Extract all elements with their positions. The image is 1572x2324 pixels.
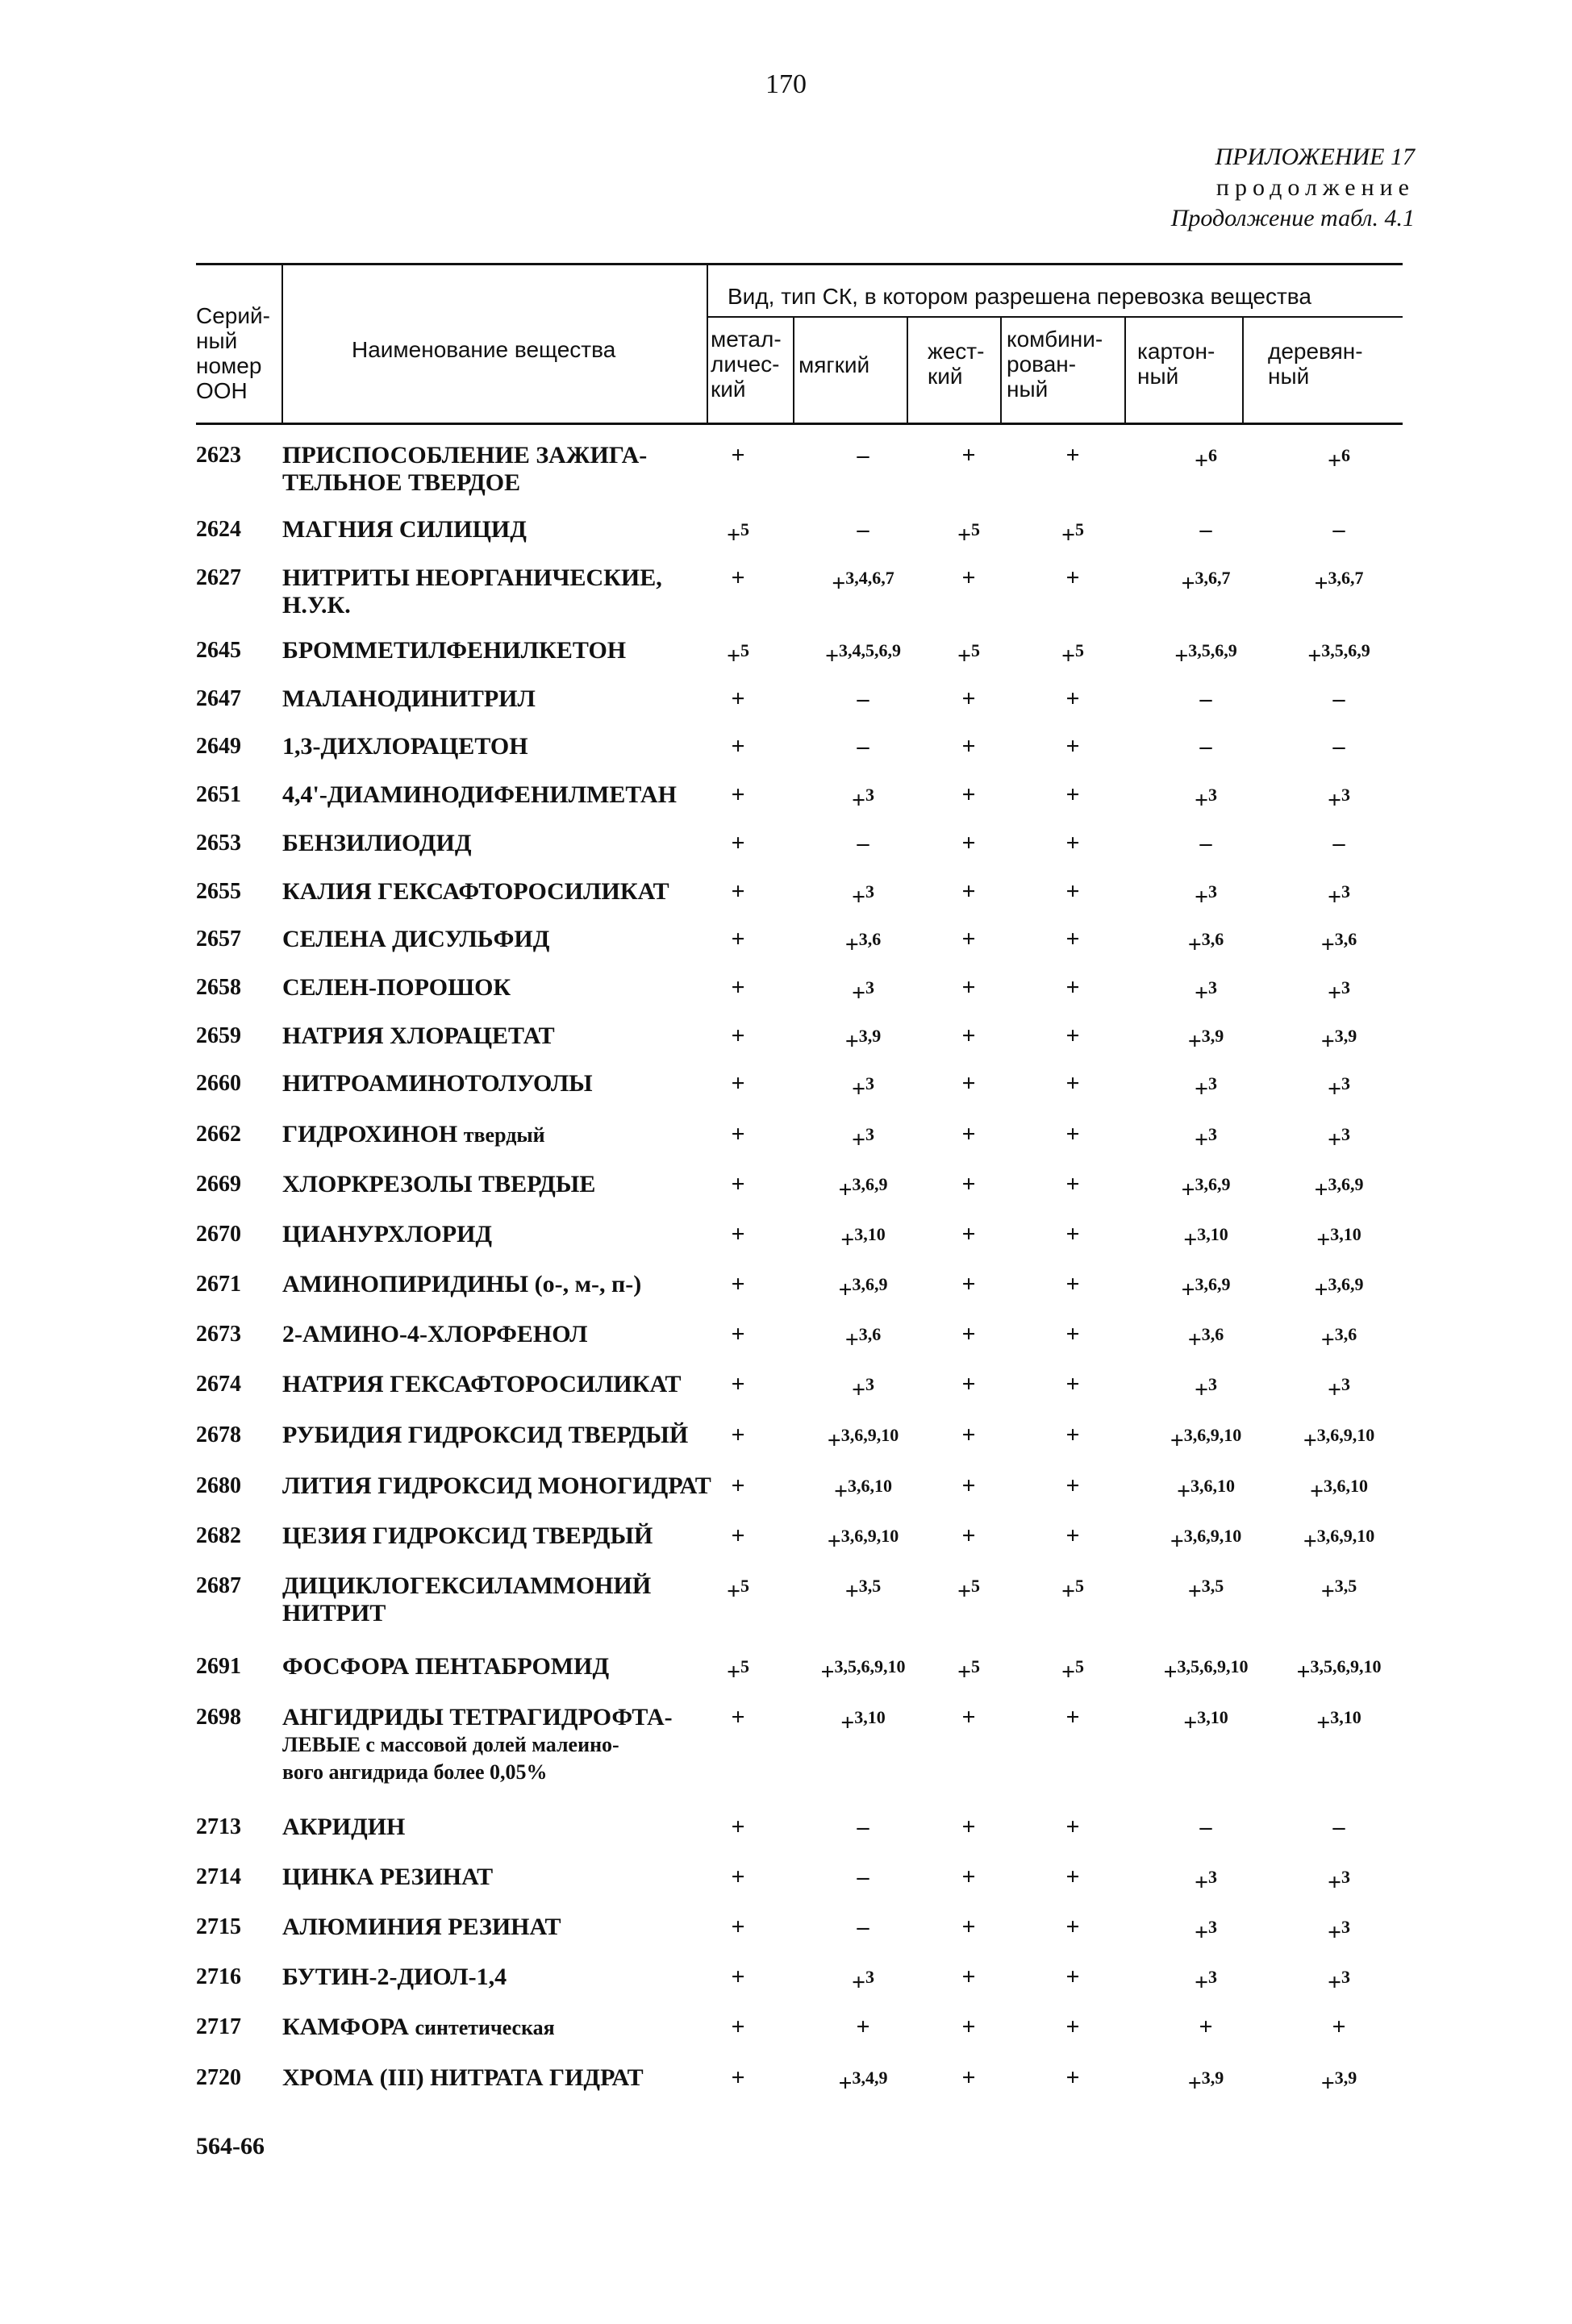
un-number: 2645 — [196, 638, 241, 663]
cell-rigid: + — [961, 781, 976, 808]
cell-rigid: + — [961, 1121, 976, 1147]
un-number: 2670 — [196, 1222, 241, 1247]
cell-combined: + — [1065, 2014, 1080, 2040]
substance-name: 1,3-ДИХЛОРАЦЕТОН — [282, 733, 528, 760]
cell-soft: +$^{3,10}$ — [840, 1224, 886, 1253]
cell-combined: + — [1065, 781, 1080, 808]
cell-rigid: + — [961, 442, 976, 469]
substance-name: БУТИН-2-ДИОЛ-1,4 — [282, 1964, 507, 1990]
cell-carton: +$^{3,6,7}$ — [1181, 568, 1231, 597]
header-carton: картон- ный — [1137, 339, 1215, 389]
cell-soft: +$^{3,6,9}$ — [838, 1274, 888, 1303]
cell-metal: + — [731, 1814, 745, 1840]
cell-soft: +$^{3,5}$ — [844, 1576, 882, 1605]
cell-metal: + — [731, 1121, 745, 1147]
cell-metal: + — [731, 1864, 745, 1890]
cell-carton: +$^3$ — [1194, 1867, 1218, 1896]
cell-soft: + — [856, 2014, 870, 2040]
header-metal: метал- личес- кий — [711, 327, 782, 402]
cell-carton: – — [1199, 1814, 1212, 1840]
cell-carton: +$^3$ — [1194, 1124, 1218, 1153]
cell-soft: +$^{3,6}$ — [844, 1324, 882, 1353]
cell-combined: + — [1065, 1522, 1080, 1549]
cell-metal: + — [731, 926, 745, 952]
un-number: 2627 — [196, 565, 241, 590]
un-number: 2662 — [196, 1122, 241, 1147]
cell-wood: +$^{3,10}$ — [1316, 1224, 1361, 1253]
cell-rigid: + — [961, 1422, 976, 1448]
cell-metal: + — [731, 564, 745, 591]
cell-metal: + — [731, 1472, 745, 1499]
cell-carton: +$^3$ — [1194, 881, 1218, 910]
cell-carton: +$^3$ — [1194, 1917, 1218, 1946]
cell-metal: + — [731, 1321, 745, 1347]
cell-carton: – — [1199, 733, 1212, 760]
cell-metal: + — [731, 2064, 745, 2091]
cell-combined: + — [1065, 1704, 1080, 1731]
cell-carton: +$^3$ — [1194, 1374, 1218, 1403]
cell-rigid: + — [961, 685, 976, 712]
cell-rigid: + — [961, 2064, 976, 2091]
cell-carton: +$^{3,6,10}$ — [1176, 1476, 1236, 1505]
un-number: 2680 — [196, 1473, 241, 1498]
cell-wood: +$^{3,5}$ — [1320, 1576, 1357, 1605]
substance-name: ХРОМА (III) НИТРАТА ГИДРАТ — [282, 2064, 644, 2091]
header-combined: комбини- рован- ный — [1007, 327, 1103, 402]
cell-metal: + — [731, 1704, 745, 1731]
cell-soft: +$^{3,6,9,10}$ — [827, 1425, 899, 1454]
cell-metal: + — [731, 1964, 745, 1990]
substance-name: НИТРИТЫ НЕОРГАНИЧЕСКИЕ, Н.У.К. — [282, 564, 662, 618]
un-number: 2653 — [196, 831, 241, 856]
un-number: 2660 — [196, 1071, 241, 1096]
cell-wood: +$^{3,6,7}$ — [1314, 568, 1364, 597]
cell-metal: + — [731, 1271, 745, 1297]
cell-metal: + — [731, 442, 745, 469]
substance-name: ХЛОРКРЕЗОЛЫ ТВЕРДЫЕ — [282, 1171, 596, 1197]
table-reference: Продолжение табл. 4.1 — [1170, 205, 1415, 231]
un-number: 2713 — [196, 1814, 241, 1839]
cell-rigid: +$^5$ — [957, 640, 981, 669]
cell-soft: – — [857, 516, 869, 543]
substance-name: ФОСФОРА ПЕНТАБРОМИД — [282, 1653, 610, 1680]
header-soft: мягкий — [799, 352, 870, 377]
cell-carton: – — [1199, 685, 1212, 712]
cell-carton: – — [1199, 830, 1212, 856]
cell-carton: +$^{3,6}$ — [1187, 929, 1224, 958]
cell-metal: + — [731, 1070, 745, 1097]
cell-rigid: + — [961, 1814, 976, 1840]
substance-name: БРОММЕТИЛФЕНИЛКЕТОН — [282, 637, 627, 664]
un-number: 2651 — [196, 782, 241, 807]
cell-carton: +$^{3,9}$ — [1187, 1026, 1224, 1055]
header-container-group: Вид, тип СК, в котором разрешена перевозка вещества — [728, 284, 1311, 309]
cell-soft: +$^{3,6,10}$ — [833, 1476, 893, 1505]
cell-rigid: + — [961, 974, 976, 1001]
header-serial-number: Серий- ный номер ООН — [196, 303, 270, 403]
substance-name: АНГИДРИДЫ ТЕТРАГИДРОФТА- ЛЕВЫЕ с массовой долей малеино- вого ангидрида более 0,05% — [282, 1704, 673, 1784]
cell-combined: + — [1065, 685, 1080, 712]
cell-wood: +$^6$ — [1327, 445, 1351, 474]
cell-combined: +$^5$ — [1061, 519, 1085, 548]
header-substance-name: Наименование вещества — [352, 337, 616, 362]
cell-carton: +$^{3,10}$ — [1183, 1707, 1228, 1736]
cell-wood: +$^{3,6,9}$ — [1314, 1174, 1364, 1203]
un-number: 2647 — [196, 686, 241, 711]
cell-wood: +$^3$ — [1327, 1124, 1351, 1153]
cell-wood: – — [1332, 1814, 1345, 1840]
cell-combined: + — [1065, 1472, 1080, 1499]
cell-soft: +$^{3,4,5,6,9}$ — [824, 640, 902, 669]
cell-metal: + — [731, 1522, 745, 1549]
cell-metal: +$^5$ — [726, 1656, 750, 1685]
cell-metal: + — [731, 1171, 745, 1197]
cell-combined: + — [1065, 1864, 1080, 1890]
cell-wood: +$^3$ — [1327, 1967, 1351, 1996]
cell-wood: + — [1332, 2014, 1346, 2040]
un-number: 2716 — [196, 1964, 241, 1989]
cell-combined: + — [1065, 1171, 1080, 1197]
cell-metal: + — [731, 1221, 745, 1247]
header-wood: деревян- ный — [1268, 339, 1363, 389]
cell-carton: +$^{3,6,9,10}$ — [1170, 1425, 1242, 1454]
cell-wood: +$^{3,10}$ — [1316, 1707, 1361, 1736]
cell-wood: +$^3$ — [1327, 1374, 1351, 1403]
cell-rigid: + — [961, 926, 976, 952]
cell-wood: +$^{3,6,9}$ — [1314, 1274, 1364, 1303]
cell-wood: +$^{3,9}$ — [1320, 1026, 1357, 1055]
substance-name: СЕЛЕН-ПОРОШОК — [282, 974, 511, 1001]
substance-name: БЕНЗИЛИОДИД — [282, 830, 472, 856]
substance-name: КАЛИЯ ГЕКСАФТОРОСИЛИКАТ — [282, 878, 669, 905]
substance-name: КАМФОРА синтетическая — [282, 2014, 555, 2040]
un-number: 2623 — [196, 443, 241, 468]
cell-rigid: + — [961, 2014, 976, 2040]
cell-combined: + — [1065, 1271, 1080, 1297]
cell-soft: +$^{3,10}$ — [840, 1707, 886, 1736]
cell-wood: +$^{3,6}$ — [1320, 1324, 1357, 1353]
cell-carton: – — [1199, 516, 1212, 543]
un-number: 2714 — [196, 1864, 241, 1889]
un-number: 2655 — [196, 879, 241, 904]
un-number: 2715 — [196, 1914, 241, 1939]
cell-wood: – — [1332, 733, 1345, 760]
cell-rigid: + — [961, 1321, 976, 1347]
cell-rigid: + — [961, 1371, 976, 1397]
cell-rigid: + — [961, 1864, 976, 1890]
cell-soft: +$^3$ — [851, 881, 875, 910]
un-number: 2673 — [196, 1322, 241, 1347]
cell-carton: +$^{3,6}$ — [1187, 1324, 1224, 1353]
un-number: 2669 — [196, 1172, 241, 1197]
substance-name: РУБИДИЯ ГИДРОКСИД ТВЕРДЫЙ — [282, 1422, 689, 1448]
cell-soft: +$^{3,6,9}$ — [838, 1174, 888, 1203]
cell-carton: +$^3$ — [1194, 1073, 1218, 1102]
cell-combined: + — [1065, 878, 1080, 905]
header-rigid: жест- кий — [928, 339, 985, 389]
cell-soft: +$^3$ — [851, 1967, 875, 1996]
un-number: 2720 — [196, 2065, 241, 2090]
cell-carton: +$^{3,6,9,10}$ — [1170, 1526, 1242, 1555]
cell-combined: + — [1065, 830, 1080, 856]
cell-metal: + — [731, 878, 745, 905]
cell-soft: +$^3$ — [851, 1124, 875, 1153]
cell-combined: + — [1065, 1022, 1080, 1049]
appendix-title: ПРИЛОЖЕНИЕ 17 — [1215, 144, 1415, 170]
substance-name: ЦЕЗИЯ ГИДРОКСИД ТВЕРДЫЙ — [282, 1522, 653, 1549]
cell-wood: – — [1332, 516, 1345, 543]
cell-metal: + — [731, 1914, 745, 1940]
substance-name: НИТРОАМИНОТОЛУОЛЫ — [282, 1070, 593, 1097]
cell-combined: + — [1065, 926, 1080, 952]
cell-rigid: + — [961, 1221, 976, 1247]
cell-rigid: + — [961, 733, 976, 760]
substance-name: НАТРИЯ ХЛОРАЦЕТАТ — [282, 1022, 555, 1049]
cell-soft: – — [857, 1914, 869, 1940]
cell-carton: + — [1199, 2014, 1213, 2040]
cell-soft: +$^3$ — [851, 1374, 875, 1403]
cell-combined: + — [1065, 1121, 1080, 1147]
cell-wood: +$^{3,6}$ — [1320, 929, 1357, 958]
cell-soft: +$^3$ — [851, 785, 875, 814]
cell-wood: +$^{3,6,9,10}$ — [1303, 1526, 1375, 1555]
cell-rigid: + — [961, 830, 976, 856]
substance-name: МАЛАНОДИНИТРИЛ — [282, 685, 536, 712]
un-number: 2674 — [196, 1372, 241, 1397]
cell-metal: + — [731, 830, 745, 856]
un-number: 2682 — [196, 1523, 241, 1548]
cell-soft: +$^{3,6,9,10}$ — [827, 1526, 899, 1555]
cell-metal: + — [731, 733, 745, 760]
cell-soft: +$^{3,4,9}$ — [838, 2068, 888, 2097]
footer-code: 564-66 — [196, 2133, 265, 2159]
cell-wood: +$^{3,9}$ — [1320, 2068, 1357, 2097]
cell-rigid: + — [961, 1522, 976, 1549]
substance-name: ДИЦИКЛОГЕКСИЛАММОНИЙ НИТРИТ — [282, 1572, 652, 1626]
cell-combined: + — [1065, 1422, 1080, 1448]
un-number: 2678 — [196, 1422, 241, 1447]
cell-combined: + — [1065, 1371, 1080, 1397]
un-number: 2657 — [196, 927, 241, 952]
un-number: 2658 — [196, 975, 241, 1000]
substance-name: МАГНИЯ СИЛИЦИД — [282, 516, 527, 543]
cell-soft: +$^3$ — [851, 977, 875, 1006]
un-number: 2659 — [196, 1023, 241, 1048]
substance-name: ПРИСПОСОБЛЕНИЕ ЗАЖИГА- ТЕЛЬНОЕ ТВЕРДОЕ — [282, 442, 648, 496]
cell-rigid: + — [961, 878, 976, 905]
substance-name: 2-АМИНО-4-ХЛОРФЕНОЛ — [282, 1321, 588, 1347]
cell-metal: + — [731, 1371, 745, 1397]
cell-soft: +$^{3,4,6,7}$ — [832, 568, 894, 597]
cell-metal: +$^5$ — [726, 519, 750, 548]
cell-rigid: +$^5$ — [957, 1576, 981, 1605]
cell-metal: + — [731, 2014, 745, 2040]
cell-soft: +$^3$ — [851, 1073, 875, 1102]
cell-carton: +$^{3,5,6,9}$ — [1174, 640, 1237, 669]
cell-soft: – — [857, 1814, 869, 1840]
cell-wood: – — [1332, 830, 1345, 856]
substance-name: АМИНОПИРИДИНЫ (о-, м-, п-) — [282, 1271, 642, 1297]
cell-carton: +$^{3,6,9}$ — [1181, 1274, 1231, 1303]
cell-wood: +$^{3,5,6,9,10}$ — [1296, 1656, 1382, 1685]
cell-wood: +$^3$ — [1327, 1073, 1351, 1102]
appendix-continued: продолжение — [1215, 174, 1415, 201]
cell-wood: – — [1332, 685, 1345, 712]
cell-combined: + — [1065, 1321, 1080, 1347]
cell-metal: + — [731, 1422, 745, 1448]
cell-combined: + — [1065, 974, 1080, 1001]
cell-carton: +$^3$ — [1194, 785, 1218, 814]
cell-metal: + — [731, 974, 745, 1001]
cell-soft: – — [857, 733, 869, 760]
cell-rigid: + — [961, 1914, 976, 1940]
cell-combined: + — [1065, 1964, 1080, 1990]
cell-soft: – — [857, 685, 869, 712]
un-number: 2691 — [196, 1654, 241, 1679]
cell-rigid: + — [961, 564, 976, 591]
cell-rigid: + — [961, 1022, 976, 1049]
cell-combined: + — [1065, 1070, 1080, 1097]
cell-wood: +$^3$ — [1327, 881, 1351, 910]
un-number: 2717 — [196, 2014, 241, 2039]
cell-combined: + — [1065, 1221, 1080, 1247]
cell-wood: +$^3$ — [1327, 785, 1351, 814]
substance-name: ЦИАНУРХЛОРИД — [282, 1221, 493, 1247]
cell-combined: + — [1065, 564, 1080, 591]
cell-rigid: + — [961, 1070, 976, 1097]
cell-combined: +$^5$ — [1061, 1656, 1085, 1685]
cell-metal: + — [731, 781, 745, 808]
cell-metal: +$^5$ — [726, 1576, 750, 1605]
cell-wood: +$^3$ — [1327, 1867, 1351, 1896]
cell-rigid: + — [961, 1704, 976, 1731]
cell-combined: +$^5$ — [1061, 640, 1085, 669]
cell-carton: +$^{3,5,6,9,10}$ — [1163, 1656, 1249, 1685]
substance-name: АКРИДИН — [282, 1814, 406, 1840]
un-number: 2624 — [196, 517, 241, 542]
substance-name: СЕЛЕНА ДИСУЛЬФИД — [282, 926, 550, 952]
cell-combined: + — [1065, 1914, 1080, 1940]
cell-combined: + — [1065, 442, 1080, 469]
cell-rigid: +$^5$ — [957, 519, 981, 548]
substance-name: АЛЮМИНИЯ РЕЗИНАТ — [282, 1914, 561, 1940]
substance-name: ГИДРОХИНОН твердый — [282, 1121, 545, 1147]
cell-carton: +$^{3,5}$ — [1187, 1576, 1224, 1605]
cell-carton: +$^6$ — [1194, 445, 1218, 474]
cell-metal: + — [731, 1022, 745, 1049]
cell-rigid: + — [961, 1472, 976, 1499]
cell-carton: +$^3$ — [1194, 977, 1218, 1006]
cell-metal: +$^5$ — [726, 640, 750, 669]
cell-carton: +$^3$ — [1194, 1967, 1218, 1996]
cell-combined: +$^5$ — [1061, 1576, 1085, 1605]
cell-rigid: + — [961, 1171, 976, 1197]
cell-wood: +$^{3,6,9,10}$ — [1303, 1425, 1375, 1454]
cell-wood: +$^3$ — [1327, 977, 1351, 1006]
cell-wood: +$^{3,6,10}$ — [1309, 1476, 1369, 1505]
cell-wood: +$^{3,5,6,9}$ — [1307, 640, 1370, 669]
un-number: 2671 — [196, 1272, 241, 1297]
cell-rigid: +$^5$ — [957, 1656, 981, 1685]
cell-carton: +$^{3,6,9}$ — [1181, 1174, 1231, 1203]
un-number: 2649 — [196, 734, 241, 759]
cell-soft: – — [857, 1864, 869, 1890]
substance-name: 4,4'-ДИАМИНОДИФЕНИЛМЕТАН — [282, 781, 677, 808]
cell-soft: +$^{3,5,6,9,10}$ — [820, 1656, 906, 1685]
cell-rigid: + — [961, 1964, 976, 1990]
cell-combined: + — [1065, 733, 1080, 760]
substance-name: ЦИНКА РЕЗИНАТ — [282, 1864, 494, 1890]
cell-rigid: + — [961, 1271, 976, 1297]
cell-soft: – — [857, 830, 869, 856]
cell-combined: + — [1065, 2064, 1080, 2091]
cell-metal: + — [731, 685, 745, 712]
substance-name: НАТРИЯ ГЕКСАФТОРОСИЛИКАТ — [282, 1371, 682, 1397]
page-number: 170 — [765, 69, 807, 99]
cell-soft: – — [857, 442, 869, 469]
cell-wood: +$^3$ — [1327, 1917, 1351, 1946]
cell-combined: + — [1065, 1814, 1080, 1840]
cell-carton: +$^{3,10}$ — [1183, 1224, 1228, 1253]
substance-name: ЛИТИЯ ГИДРОКСИД МОНОГИДРАТ — [282, 1472, 711, 1499]
cell-soft: +$^{3,6}$ — [844, 929, 882, 958]
cell-soft: +$^{3,9}$ — [844, 1026, 882, 1055]
un-number: 2687 — [196, 1573, 241, 1598]
un-number: 2698 — [196, 1705, 241, 1730]
cell-carton: +$^{3,9}$ — [1187, 2068, 1224, 2097]
